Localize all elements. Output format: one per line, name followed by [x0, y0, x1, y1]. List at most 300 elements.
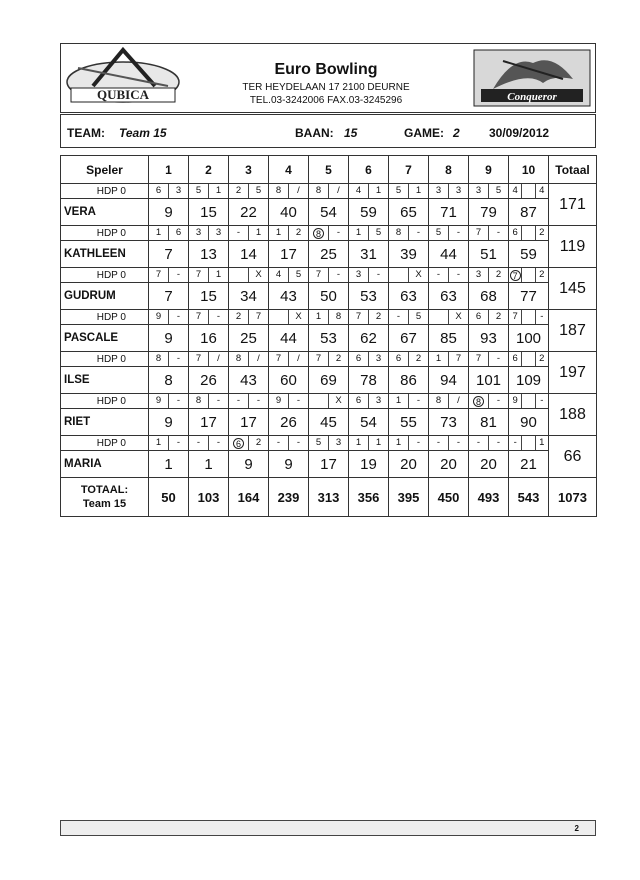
roll-box	[389, 394, 409, 408]
frame-rolls	[389, 184, 429, 199]
frame-rolls	[349, 394, 389, 409]
roll-box	[536, 184, 548, 198]
cumulative-score: 93	[469, 325, 509, 352]
roll-value: -	[396, 311, 401, 322]
roll-box	[149, 184, 169, 198]
hdp-label: HDP 0	[61, 226, 149, 241]
baan-value: 15	[344, 126, 358, 140]
frame-rolls	[509, 268, 549, 283]
frame-rolls	[389, 352, 429, 367]
cumulative-score: 17	[269, 241, 309, 268]
team-frame-total: 395	[389, 478, 429, 517]
roll-box	[469, 436, 489, 450]
cumulative-score: 9	[229, 451, 269, 478]
roll-value: 2	[539, 269, 545, 280]
roll-value: 2	[295, 227, 302, 238]
totaal-header: Totaal	[549, 156, 597, 184]
cumulative-score: 50	[309, 283, 349, 310]
roll-box	[429, 184, 449, 198]
cumulative-score: 87	[509, 199, 549, 226]
roll-box	[489, 352, 508, 366]
roll-box	[169, 394, 188, 408]
team-frame-total: 313	[309, 478, 349, 517]
roll-value: 9	[155, 311, 162, 322]
frame-rolls	[349, 352, 389, 367]
cumulative-score: 71	[429, 199, 469, 226]
frame-rolls	[149, 268, 189, 283]
frame-rolls	[189, 436, 229, 451]
roll-value: 1	[375, 437, 382, 448]
cumulative-score: 9	[149, 199, 189, 226]
roll-box	[409, 352, 428, 366]
roll-box	[189, 226, 209, 240]
roll-value: 2	[539, 227, 545, 238]
roll-box	[509, 436, 522, 450]
roll-box	[169, 436, 188, 450]
frame-rolls	[269, 226, 309, 241]
frame-rolls	[149, 310, 189, 325]
roll-box	[249, 436, 268, 450]
frame-rolls	[269, 394, 309, 409]
roll-box	[349, 394, 369, 408]
roll-value: 7	[195, 269, 202, 280]
roll-box	[489, 268, 508, 282]
player-total: 197	[549, 352, 597, 394]
frame-rolls	[149, 352, 189, 367]
cumulative-score: 86	[389, 367, 429, 394]
roll-box	[269, 310, 289, 324]
roll-value: -	[216, 395, 221, 406]
frame-rolls	[189, 184, 229, 199]
frame-rolls	[149, 436, 189, 451]
roll-box	[522, 184, 535, 198]
frame-rolls	[189, 310, 229, 325]
roll-value: 6	[512, 353, 518, 364]
frame-rolls	[469, 352, 509, 367]
roll-box	[369, 352, 388, 366]
roll-box	[289, 394, 308, 408]
roll-box	[269, 352, 289, 366]
cumulative-score: 69	[309, 367, 349, 394]
hdp-row	[61, 310, 597, 325]
cumulative-score: 9	[149, 325, 189, 352]
roll-box	[389, 184, 409, 198]
frame-rolls	[469, 226, 509, 241]
roll-value: 8	[155, 353, 162, 364]
cumulative-score: 21	[509, 451, 549, 478]
page-number: 2	[574, 824, 579, 833]
roll-box	[409, 310, 428, 324]
roll-box	[449, 268, 468, 282]
roll-value: 2	[235, 185, 242, 196]
roll-value: 2	[495, 311, 502, 322]
hdp-label: HDP 0	[61, 184, 149, 199]
roll-box	[269, 268, 289, 282]
cumulative-score: 20	[429, 451, 469, 478]
roll-box	[409, 394, 428, 408]
roll-value: 2	[235, 311, 242, 322]
frame-rolls	[509, 352, 549, 367]
roll-value: 7	[155, 269, 162, 280]
roll-box	[509, 226, 522, 240]
roll-box	[489, 184, 508, 198]
player-row	[61, 325, 597, 352]
address-line: TER HEYDELAAN 17 2100 DEURNE	[242, 82, 410, 93]
roll-box	[189, 184, 209, 198]
player-total: 66	[549, 436, 597, 478]
roll-value: 3	[175, 185, 182, 196]
roll-value: 1	[355, 227, 362, 238]
frame-rolls	[389, 226, 429, 241]
hdp-row	[61, 268, 597, 283]
roll-box	[349, 268, 369, 282]
player-name: GUDRUM	[61, 283, 149, 310]
roll-box	[249, 394, 268, 408]
roll-value: 1	[355, 437, 362, 448]
qubica-logo	[63, 46, 183, 108]
hdp-row	[61, 226, 597, 241]
roll-value: -	[436, 437, 441, 448]
roll-value: 3	[475, 185, 482, 196]
roll-box	[536, 352, 548, 366]
roll-box	[522, 310, 535, 324]
roll-box	[469, 226, 489, 240]
player-total: 187	[549, 310, 597, 352]
roll-box	[209, 184, 228, 198]
roll-value: 7	[195, 353, 202, 364]
roll-value: -	[216, 437, 221, 448]
roll-box	[489, 226, 508, 240]
roll-box	[329, 394, 348, 408]
roll-value: 3	[335, 437, 342, 448]
player-name: PASCALE	[61, 325, 149, 352]
game-value: 2	[453, 126, 460, 140]
roll-value: 6	[395, 353, 402, 364]
roll-box	[229, 436, 249, 450]
cumulative-score: 9	[269, 451, 309, 478]
cumulative-score: 14	[229, 241, 269, 268]
frame-header: 9	[469, 156, 509, 184]
cumulative-score: 109	[509, 367, 549, 394]
team-frame-total: 493	[469, 478, 509, 517]
cumulative-score: 73	[429, 409, 469, 436]
roll-value: -	[456, 269, 461, 280]
roll-box	[389, 310, 409, 324]
roll-box	[489, 310, 508, 324]
cumulative-score: 65	[389, 199, 429, 226]
roll-value: -	[416, 395, 421, 406]
roll-box	[249, 226, 268, 240]
roll-value: -	[436, 269, 441, 280]
cumulative-score: 13	[189, 241, 229, 268]
roll-value: 4	[355, 185, 362, 196]
roll-value: /	[217, 353, 220, 364]
cumulative-score: 85	[429, 325, 469, 352]
frame-rolls	[509, 436, 549, 451]
roll-value: -	[256, 395, 261, 406]
venue-title: Euro Bowling	[274, 61, 378, 78]
roll-box	[449, 352, 468, 366]
roll-box	[289, 352, 308, 366]
roll-value: -	[496, 437, 501, 448]
roll-box	[389, 226, 409, 240]
cumulative-score: 79	[469, 199, 509, 226]
cumulative-score: 63	[429, 283, 469, 310]
cumulative-score: 60	[269, 367, 309, 394]
roll-value: 7	[475, 353, 482, 364]
roll-box	[536, 310, 548, 324]
roll-value: 7	[355, 311, 362, 322]
roll-value: 8	[195, 395, 202, 406]
roll-box	[269, 184, 289, 198]
frame-rolls	[309, 268, 349, 283]
roll-box	[409, 268, 428, 282]
team-frame-total: 103	[189, 478, 229, 517]
cumulative-score: 44	[429, 241, 469, 268]
roll-box	[149, 436, 169, 450]
frame-rolls	[269, 184, 309, 199]
cumulative-score: 67	[389, 325, 429, 352]
roll-box	[409, 436, 428, 450]
game-date: 30/09/2012	[489, 126, 550, 140]
roll-box	[289, 184, 308, 198]
frame-rolls	[429, 436, 469, 451]
frame-rolls	[309, 184, 349, 199]
roll-value: 9	[155, 395, 162, 406]
roll-value: -	[456, 437, 461, 448]
roll-box	[209, 310, 228, 324]
roll-box	[269, 226, 289, 240]
roll-value: 5	[255, 185, 262, 196]
team-grand-total: 1073	[549, 478, 597, 517]
roll-box	[522, 352, 535, 366]
frame-rolls	[189, 394, 229, 409]
player-name: KATHLEEN	[61, 241, 149, 268]
roll-box	[489, 436, 508, 450]
roll-value: 2	[539, 353, 545, 364]
cumulative-score: 44	[269, 325, 309, 352]
roll-box	[209, 436, 228, 450]
cumulative-score: 54	[309, 199, 349, 226]
roll-value: 3	[195, 227, 202, 238]
roll-box	[409, 184, 428, 198]
roll-value: 9	[512, 395, 518, 406]
qubica-logo-text: QUBICA	[96, 87, 150, 102]
frame-rolls	[189, 226, 229, 241]
roll-box	[349, 352, 369, 366]
phone-line: TEL.03-3242006 FAX.03-3245296	[249, 95, 403, 106]
cumulative-score: 45	[309, 409, 349, 436]
frame-rolls	[309, 310, 349, 325]
roll-box	[169, 268, 188, 282]
frame-rolls	[349, 226, 389, 241]
roll-box	[249, 352, 268, 366]
frame-rolls	[429, 226, 469, 241]
roll-box	[269, 394, 289, 408]
roll-value: /	[457, 395, 460, 406]
frame-header: 4	[269, 156, 309, 184]
roll-box	[449, 226, 468, 240]
header-row	[61, 156, 597, 184]
roll-box	[309, 436, 329, 450]
roll-box	[209, 226, 228, 240]
frame-rolls	[389, 394, 429, 409]
roll-box	[229, 394, 249, 408]
cumulative-score: 17	[229, 409, 269, 436]
roll-box	[449, 310, 468, 324]
frame-rolls	[269, 310, 309, 325]
frame-rolls	[509, 394, 549, 409]
roll-value: -	[176, 395, 181, 406]
frame-header: 7	[389, 156, 429, 184]
roll-box	[309, 268, 329, 282]
frame-rolls	[189, 268, 229, 283]
cumulative-score: 59	[349, 199, 389, 226]
roll-value: 7	[195, 311, 202, 322]
frame-rolls	[149, 394, 189, 409]
roll-box	[409, 226, 428, 240]
roll-value: -	[176, 437, 181, 448]
cumulative-score: 20	[469, 451, 509, 478]
roll-box	[522, 226, 535, 240]
frame-header: 3	[229, 156, 269, 184]
roll-box	[249, 268, 268, 282]
split-roll-value: 8	[473, 396, 484, 407]
roll-box	[329, 226, 348, 240]
roll-value: 6	[355, 353, 362, 364]
frame-rolls	[429, 184, 469, 199]
frame-header: 6	[349, 156, 389, 184]
roll-box	[309, 394, 329, 408]
roll-box	[169, 226, 188, 240]
roll-box	[149, 310, 169, 324]
cumulative-score: 39	[389, 241, 429, 268]
roll-box	[229, 184, 249, 198]
roll-box	[329, 310, 348, 324]
frame-rolls	[229, 226, 269, 241]
roll-value: 6	[475, 311, 482, 322]
cumulative-score: 34	[229, 283, 269, 310]
cumulative-score: 17	[309, 451, 349, 478]
frame-rolls	[349, 268, 389, 283]
cumulative-score: 26	[189, 367, 229, 394]
roll-value: 4	[275, 269, 282, 280]
roll-box	[536, 268, 548, 282]
frame-rolls	[229, 352, 269, 367]
cumulative-score: 15	[189, 283, 229, 310]
player-name: RIET	[61, 409, 149, 436]
cumulative-score: 51	[469, 241, 509, 268]
cumulative-score: 53	[349, 283, 389, 310]
roll-value: 1	[395, 395, 402, 406]
roll-value: X	[335, 395, 342, 406]
roll-box	[469, 268, 489, 282]
roll-box	[149, 394, 169, 408]
roll-value: -	[336, 269, 341, 280]
roll-box	[449, 184, 468, 198]
roll-box	[489, 394, 508, 408]
roll-value: X	[455, 311, 462, 322]
roll-box	[469, 394, 489, 408]
frame-rolls	[349, 436, 389, 451]
roll-value: -	[476, 437, 481, 448]
roll-box	[536, 436, 548, 450]
roll-value: 8	[395, 227, 402, 238]
cumulative-score: 53	[309, 325, 349, 352]
roll-value: -	[336, 227, 341, 238]
frame-rolls	[469, 394, 509, 409]
team-frame-total: 543	[509, 478, 549, 517]
conqueror-logo-text: Conqueror	[507, 91, 557, 103]
roll-value: 1	[315, 311, 322, 322]
team-total-label	[61, 478, 149, 517]
totaal-label: TOTAAL:	[80, 484, 129, 496]
frame-rolls	[149, 226, 189, 241]
roll-box	[289, 436, 308, 450]
roll-box	[389, 268, 409, 282]
game-info-bar	[60, 114, 596, 148]
frame-header: 2	[189, 156, 229, 184]
roll-box	[289, 226, 308, 240]
roll-value: -	[513, 437, 517, 448]
roll-value: 1	[539, 437, 545, 448]
frame-rolls	[469, 184, 509, 199]
cumulative-score: 77	[509, 283, 549, 310]
frame-rolls	[229, 310, 269, 325]
roll-value: -	[176, 311, 181, 322]
roll-box	[249, 310, 268, 324]
roll-box	[509, 394, 522, 408]
cumulative-score: 25	[229, 325, 269, 352]
roll-value: -	[416, 437, 421, 448]
roll-box	[289, 310, 308, 324]
roll-value: -	[540, 395, 544, 406]
team-total-row	[61, 478, 597, 517]
cumulative-score: 19	[349, 451, 389, 478]
team-value: Team 15	[119, 126, 167, 140]
roll-value: 7	[315, 269, 322, 280]
roll-box	[522, 436, 535, 450]
team-frame-total: 356	[349, 478, 389, 517]
roll-value: 7	[475, 227, 482, 238]
roll-value: -	[416, 227, 421, 238]
player-total: 188	[549, 394, 597, 436]
player-total: 119	[549, 226, 597, 268]
roll-box	[389, 436, 409, 450]
roll-box	[509, 268, 522, 282]
roll-value: X	[415, 269, 422, 280]
cumulative-score: 16	[189, 325, 229, 352]
cumulative-score: 15	[189, 199, 229, 226]
roll-value: 6	[155, 185, 162, 196]
roll-value: 7	[315, 353, 322, 364]
split-roll-value: 7	[510, 270, 521, 281]
roll-box	[509, 352, 522, 366]
roll-value: -	[276, 437, 281, 448]
roll-value: 1	[375, 185, 382, 196]
roll-value: 5	[395, 185, 402, 196]
roll-value: 6	[175, 227, 182, 238]
roll-value: 2	[415, 353, 422, 364]
roll-value: X	[295, 311, 302, 322]
roll-value: 3	[475, 269, 482, 280]
roll-box	[469, 352, 489, 366]
hdp-label: HDP 0	[61, 268, 149, 283]
frame-rolls	[149, 184, 189, 199]
roll-box	[536, 226, 548, 240]
cumulative-score: 1	[149, 451, 189, 478]
roll-value: 5	[315, 437, 322, 448]
